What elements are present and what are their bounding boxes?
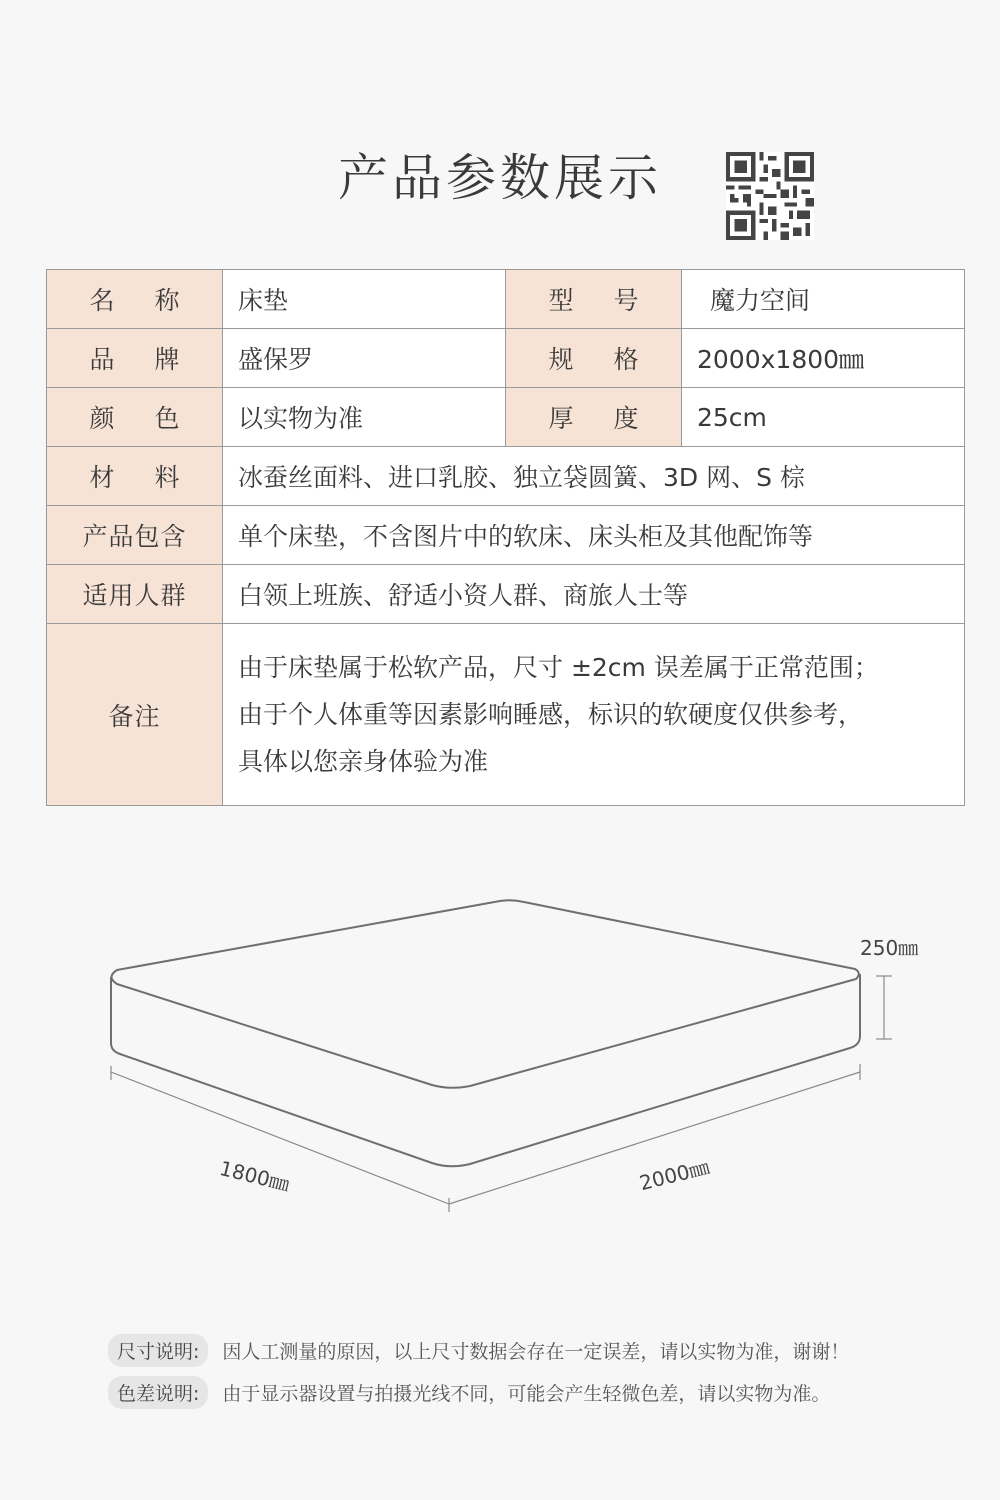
params-table xyxy=(46,269,965,806)
color-note xyxy=(108,1376,830,1409)
note-label: 备注 xyxy=(47,624,223,806)
spec-label: 规格 xyxy=(506,329,682,388)
table-row xyxy=(47,565,965,624)
brand-label: 品牌 xyxy=(47,329,223,388)
model-value: 魔力空间 xyxy=(682,270,965,329)
table-row xyxy=(47,388,965,447)
model-label: 型号 xyxy=(506,270,682,329)
table-row xyxy=(47,506,965,565)
table-row xyxy=(47,624,965,806)
table-row xyxy=(47,447,965,506)
mattress-diagram xyxy=(0,880,1000,1220)
mattress-top xyxy=(112,900,859,1088)
table-row xyxy=(47,270,965,329)
width-label: 1800㎜ xyxy=(217,1155,292,1197)
package-label: 产品包含 xyxy=(47,506,223,565)
color-note-tag: 色差说明: xyxy=(108,1376,208,1409)
color-note-text: 由于显示器设置与拍摄光线不同，可能会产生轻微色差，请以实物为准。 xyxy=(222,1383,831,1405)
note-line: 由于个人体重等因素影响睡感，标识的软硬度仅供参考， xyxy=(238,700,864,729)
length-label: 2000㎜ xyxy=(636,1154,712,1196)
name-value: 床垫 xyxy=(223,270,506,329)
table-row xyxy=(47,329,965,388)
note-line: 具体以您亲身体验为准 xyxy=(238,747,489,776)
color-value: 以实物为准 xyxy=(223,388,506,447)
thickness-value: 25cm xyxy=(682,388,965,447)
size-note-tag: 尺寸说明: xyxy=(108,1334,208,1367)
size-note-text: 因人工测量的原因，以上尺寸数据会存在一定误差，请以实物为准，谢谢！ xyxy=(222,1341,850,1363)
package-value: 单个床垫，不含图片中的软床、床头柜及其他配饰等 xyxy=(223,506,965,565)
mattress-side xyxy=(111,974,860,1166)
people-value: 白领上班族、舒适小资人群、商旅人士等 xyxy=(223,565,965,624)
page-title: 产品参数展示 xyxy=(338,149,662,207)
size-note xyxy=(108,1334,849,1367)
people-label: 适用人群 xyxy=(47,565,223,624)
thickness-label: 厚度 xyxy=(506,388,682,447)
color-label: 颜色 xyxy=(47,388,223,447)
height-label: 250㎜ xyxy=(860,936,919,960)
material-value: 冰蚕丝面料、进口乳胶、独立袋圆簧、3D 网、S 棕 xyxy=(223,447,965,506)
qr-code-icon xyxy=(726,152,814,240)
brand-value: 盛保罗 xyxy=(223,329,506,388)
name-label: 名称 xyxy=(47,270,223,329)
note-value xyxy=(223,624,965,806)
spec-value: 2000x1800㎜ xyxy=(682,329,965,388)
note-line: 由于床垫属于松软产品，尺寸 ±2cm 误差属于正常范围； xyxy=(238,653,879,682)
material-label: 材料 xyxy=(47,447,223,506)
